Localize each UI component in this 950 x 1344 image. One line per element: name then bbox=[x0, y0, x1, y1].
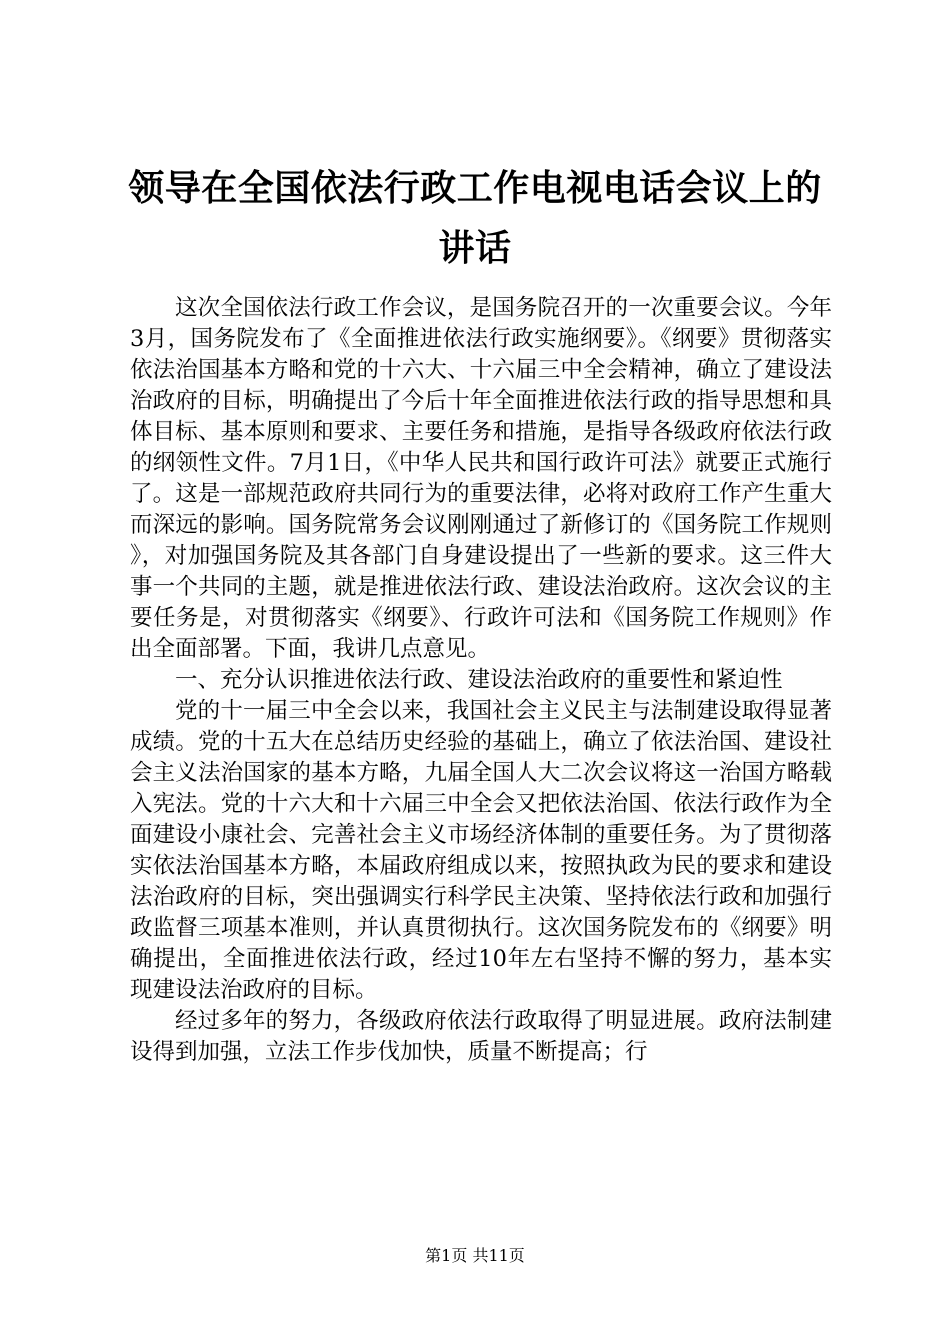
document-title: 领导在全国依法行政工作电视电话会议上的讲话 bbox=[128, 167, 822, 269]
section-heading-1: 一、充分认识推进依法行政、建设法治政府的重要性和紧迫性 bbox=[175, 667, 783, 693]
paragraph-progress: 经过多年的努力，各级政府依法行政取得了明显进展。政府法制建设得到加强，立法工作步伐加快，质量不断提高；行 bbox=[130, 1008, 832, 1065]
page-number-footer: 第1页 共11页 bbox=[425, 1246, 525, 1265]
document-body bbox=[130, 293, 832, 1068]
paragraph-intro: 这次全国依法行政工作会议，是国务院召开的一次重要会议。今年3月，国务院发布了《全面推进依法行政实施纲要》。《纲要》贯彻落实依法治国基本方略和党的十六大、十六届三中全会精神，确立了建设法治政府的目标，明确提出了今后十年全面推进依法行政的指导思想和具体目标、基本原则和要求、主要任务和措施，是指导各级政府依法行政的纲领性文件。7月1日，《中华人民共和国行政许可法》就要正式施行了。这是一部规范政府共同行为的重要法律，必将对政府工作产生重大而深远的影响。国务院常务会议刚刚通过了新修订的《国务院工作规则》，对加强国务院及其各部门自身建设提出了一些新的要求。这三件大事一个共同的主题，就是推进依法行政、建设法治政府。这次会议的主要任务是，对贯彻落实《纲要》、行政许可法和《国务院工作规则》作出全面部署。下面，我讲几点意见。 bbox=[130, 295, 832, 662]
paragraph-history: 党的十一届三中全会以来，我国社会主义民主与法制建设取得显著成绩。党的十五大在总结历史经验的基础上，确立了依法治国、建设社会主义法治国家的基本方略，九届全国人大二次会议将这一治国方略载入宪法。党的十六大和十六届三中全会又把依法治国、依法行政作为全面建设小康社会、完善社会主义市场经济体制的重要任务。为了贯彻落实依法治国基本方略，本届政府组成以来，按照执政为民的要求和建设法治政府的目标，突出强调实行科学民主决策、坚持依法行政和加强行政监督三项基本准则，并认真贯彻执行。这次国务院发布的《纲要》明确提出，全面推进依法行政，经过10年左右坚持不懈的努力，基本实现建设法治政府的目标。 bbox=[130, 698, 832, 1003]
